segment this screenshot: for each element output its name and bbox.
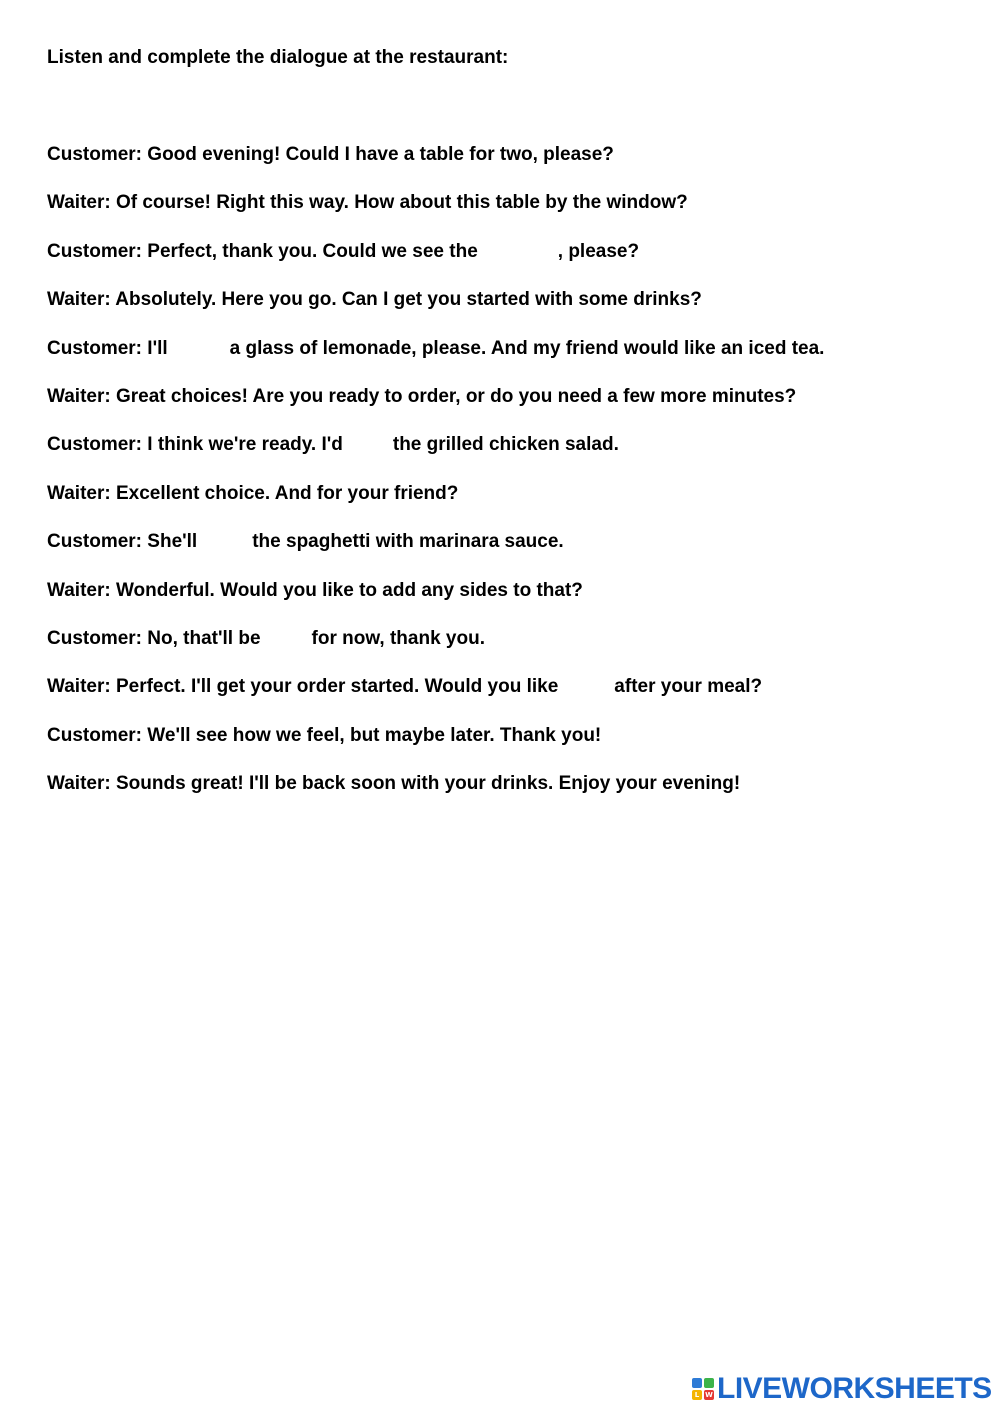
dialogue-line [47, 192, 967, 240]
dialogue-line [47, 241, 967, 289]
dialogue-text-after: the grilled chicken salad. [392, 434, 619, 456]
dialogue-text: Waiter: Excellent choice. And for your friend? [47, 482, 459, 504]
dialogue-text: Customer: I think we're ready. I'd [47, 434, 343, 456]
dialogue-text: Waiter: Of course! Right this way. How about this table by the window? [47, 192, 688, 214]
logo-squares-icon: L W [692, 1378, 714, 1400]
answer-blank-dessert[interactable] [558, 676, 614, 698]
dialogue-line [47, 434, 967, 482]
dialogue-text: Waiter: Great choices! Are you ready to order, or do you need a few more minutes? [47, 385, 797, 407]
dialogue-text: Customer: I'll [47, 337, 168, 359]
dialogue-text: Customer: She'll [47, 531, 198, 553]
dialogue-line [47, 386, 967, 434]
dialogue-line [47, 531, 967, 579]
dialogue-text: Waiter: Perfect. I'll get your order started. Would you like [47, 676, 559, 698]
liveworksheets-logo [692, 1372, 992, 1406]
dialogue-line [47, 338, 967, 386]
dialogue-text: Customer: Good evening! Could I have a table for two, please? [47, 144, 614, 165]
answer-blank-friend-order[interactable] [197, 531, 252, 553]
worksheet-title: Listen and complete the dialogue at the restaurant: [47, 47, 509, 68]
answer-blank-order[interactable] [343, 434, 393, 456]
dialogue-text-after: for now, thank you. [311, 627, 485, 649]
dialogue-text: Customer: We'll see how we feel, but maybe later. Thank you! [47, 724, 602, 746]
dialogue-line [47, 725, 967, 773]
dialogue-list [47, 144, 967, 821]
logo-text: LIVEWORKSHEETS [717, 1372, 992, 1405]
dialogue-line [47, 773, 967, 821]
dialogue-line [47, 144, 967, 192]
dialogue-text-after: , please? [557, 240, 640, 262]
answer-blank-drink[interactable] [168, 338, 230, 360]
answer-blank-menu[interactable] [478, 241, 558, 263]
dialogue-line [47, 289, 967, 337]
dialogue-text-after: the spaghetti with marinara sauce. [252, 531, 564, 553]
dialogue-text-after: after your meal? [614, 676, 763, 698]
dialogue-line [47, 676, 967, 724]
dialogue-text: Waiter: Sounds great! I'll be back soon with your drinks. Enjoy your evening! [47, 773, 741, 795]
dialogue-text: Customer: No, that'll be [47, 627, 261, 649]
answer-blank-all[interactable] [261, 628, 312, 650]
dialogue-text: Customer: Perfect, thank you. Could we see the [47, 240, 478, 262]
dialogue-line [47, 483, 967, 531]
dialogue-line [47, 628, 967, 676]
dialogue-text: Waiter: Absolutely. Here you go. Can I get you started with some drinks? [47, 289, 702, 311]
dialogue-line [47, 580, 967, 628]
dialogue-text: Waiter: Wonderful. Would you like to add any sides to that? [47, 579, 583, 601]
dialogue-text-after: a glass of lemonade, please. And my friend would like an iced tea. [229, 337, 825, 359]
